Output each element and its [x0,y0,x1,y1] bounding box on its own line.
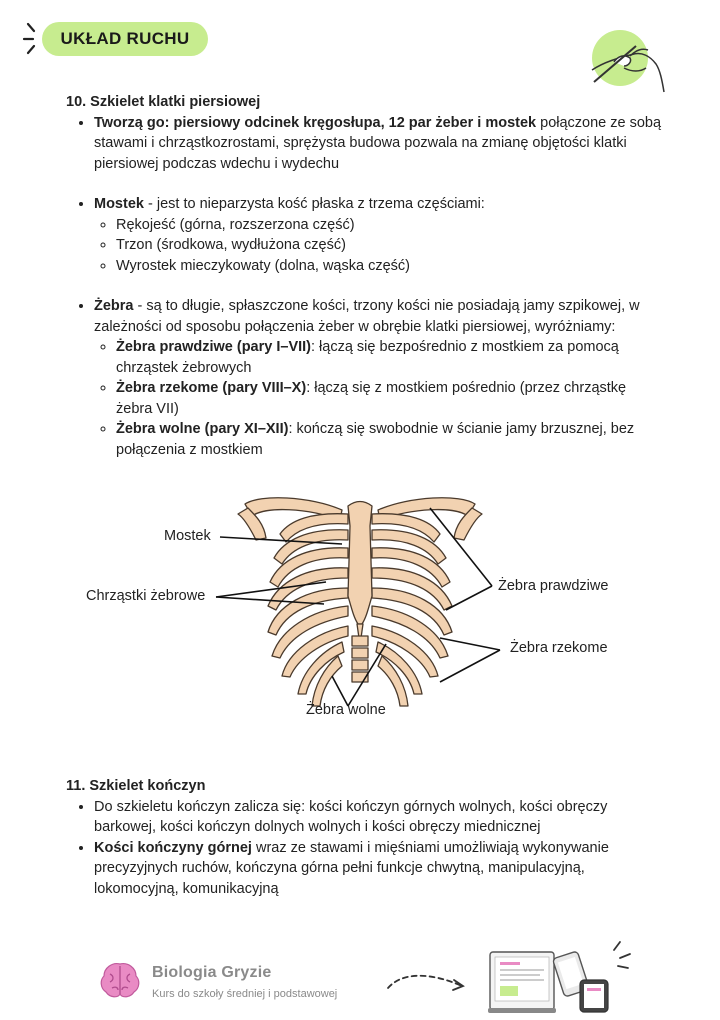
label-false-ribs: Żebra rzekome [510,640,608,656]
list-item: • Do szkieletu kończyn zalicza się: kości kończyn górnych wolnych, kości obręczy barkowej, kości kończyn dolnych wolnych i kości obręczy miednicznej [94,797,666,838]
bold-text: Kości kończyny górnej [94,839,252,856]
item-text: wraz ze stawami i mięśniami umożliwiają wykonywanie precyzyjnych ruchów, kończyna górna pełni funkcje chwytną, manipulacyjną, lokomocyjną, komunikacyjną [94,839,609,897]
item-text: - są to długie, spłaszczone kości, trzony kości nie posiadają jamy szpikowej, w zależności od sposobu połączenia żeber w obrębie klatki piersiowej, wyróżniamy: [94,298,640,335]
hand-writing-icon [584,28,668,94]
label-true-ribs: Żebra prawdziwe [498,578,609,594]
sparkle-icon [22,22,44,56]
item-text: : łączą się bezpośrednio z mostkiem za pomocą chrząstek żebrowych [116,339,619,376]
devices-illustration [488,940,638,1016]
section-heading: 10. Szkielet klatki piersiowej [66,94,261,110]
list-item [94,838,666,900]
section-heading: 11. Szkielet kończyn [66,778,206,794]
sub-list-item: ◦ Wyrostek mieczykowaty (dolna, wąska część) [116,256,666,277]
list-item [94,113,666,175]
item-text: : kończą się swobodnie w ścianie jamy brzusznej, bez połączenia z mostkiem [116,421,635,458]
brand-tagline: Kurs do szkoły średniej i podstawowej [152,988,338,1000]
bold-text: Mostek [94,196,144,212]
item-text: : łączą się z mostkiem pośrednio (przez chrząstkę żebra VII) [116,380,627,417]
label-costal-cartilage: Chrząstki żebrowe [86,588,206,604]
list-item [94,194,666,276]
brand-name: Biologia Gryzie [152,964,272,981]
sub-list-item: ◦ Trzon (środkowa, wydłużona część) [116,235,666,256]
bold-text: Żebra prawdziwe (pary I–VII) [116,339,311,355]
arrow-right-icon [384,968,468,998]
sub-list-item [116,378,666,419]
ribcage-illustration [80,486,640,726]
sub-list-item: ◦ Rękojeść (górna, rozszerzona część) [116,215,666,236]
section-limbs [66,776,666,899]
brain-icon [98,960,142,1000]
item-text: połączone ze sobą stawami i chrząstkozrostami, sprężysta budowa pozwala na zmianę objętości klatki piersiowej podczas wdechu i wydechu [94,114,662,172]
section-ribcage [66,92,666,460]
bold-text: Żebra rzekome (pary VIII–X) [116,380,307,396]
label-floating-ribs: Żebra wolne [306,702,386,718]
bold-text: Żebra wolne (pary XI–XII) [116,421,289,437]
ribcage-diagram [80,486,640,726]
item-text: - jest to nieparzysta kość płaska z trzema częściami: [143,196,485,212]
bold-text: Żebra [94,298,134,314]
label-sternum: Mostek [164,528,211,544]
section-badge: UKŁAD RUCHU [42,22,208,56]
sub-list-item [116,337,666,378]
list-item [94,296,666,460]
sub-list-item [116,419,666,460]
bold-text: Tworzą go: piersiowy odcinek kręgosłupa, 12 par żeber i mostek [94,114,537,131]
